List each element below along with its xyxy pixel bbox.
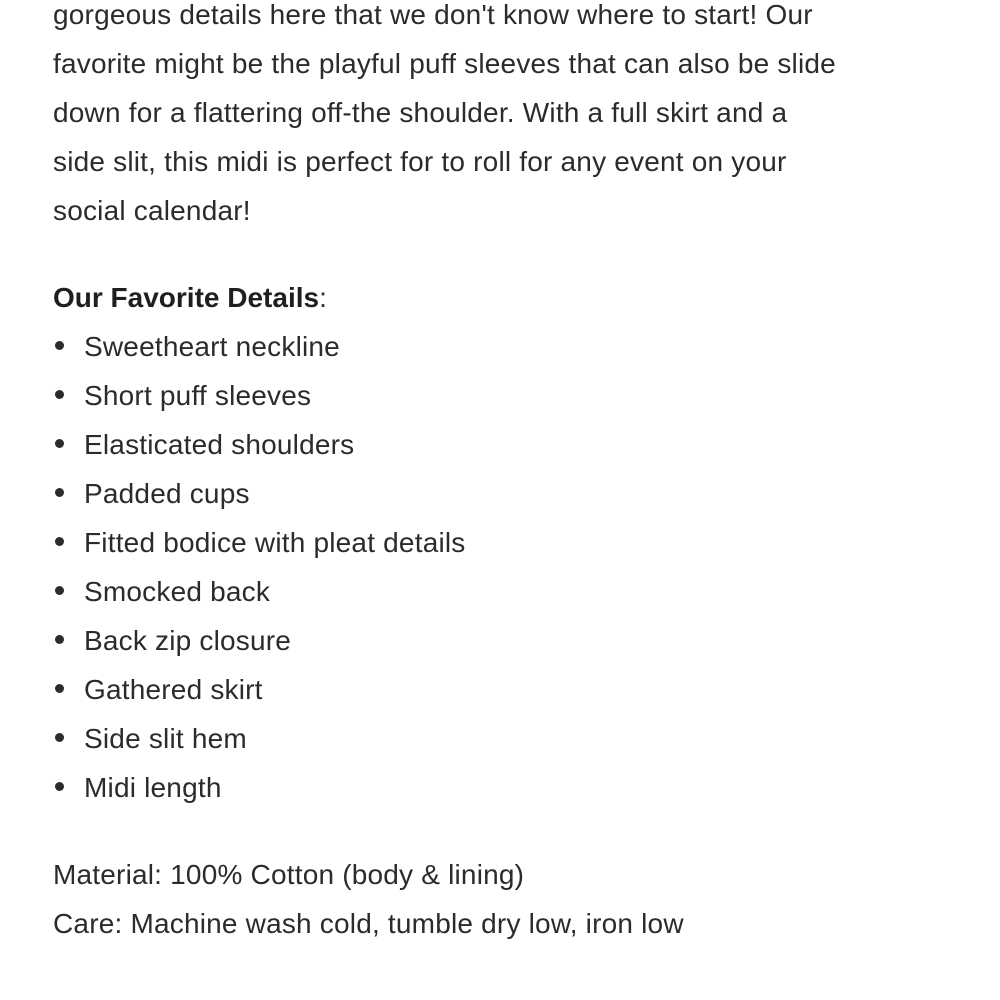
description-line: down for a flattering off-the shoulder. With a full skirt and a — [53, 97, 788, 128]
bullet-icon — [55, 537, 64, 546]
favorite-details-heading — [53, 273, 973, 322]
description-line: social calendar! — [53, 195, 251, 226]
bullet-icon — [55, 586, 64, 595]
bullet-icon — [55, 439, 64, 448]
list-item-text: Short puff sleeves — [84, 380, 312, 411]
list-item — [53, 420, 973, 469]
product-specs — [53, 850, 973, 948]
list-item-text: Fitted bodice with pleat details — [84, 527, 466, 558]
product-description — [53, 0, 973, 235]
list-item — [53, 518, 973, 567]
bullet-icon — [55, 635, 64, 644]
list-item — [53, 616, 973, 665]
favorite-details-heading-text: Our Favorite Details — [53, 282, 320, 313]
bullet-icon — [55, 488, 64, 497]
favorite-details-list — [53, 322, 973, 812]
list-item — [53, 567, 973, 616]
description-line: gorgeous details here that we don't know where to start! Our — [53, 0, 813, 30]
list-item — [53, 714, 973, 763]
bullet-icon — [55, 733, 64, 742]
material-info: Material: 100% Cotton (body & lining) — [53, 859, 525, 890]
care-info: Care: Machine wash cold, tumble dry low, iron low — [53, 908, 684, 939]
list-item-text: Sweetheart neckline — [84, 331, 340, 362]
description-line: side slit, this midi is perfect for to roll for any event on your — [53, 146, 787, 177]
list-item — [53, 322, 973, 371]
bullet-icon — [55, 684, 64, 693]
description-line: favorite might be the playful puff sleeves that can also be slide — [53, 48, 836, 79]
product-description-content — [53, 0, 973, 948]
list-item-text: Padded cups — [84, 478, 250, 509]
list-item — [53, 665, 973, 714]
bullet-icon — [55, 341, 64, 350]
list-item-text: Smocked back — [84, 576, 271, 607]
list-item — [53, 469, 973, 518]
list-item-text: Midi length — [84, 772, 222, 803]
list-item-text: Back zip closure — [84, 625, 292, 656]
favorite-details-heading-colon: : — [319, 282, 327, 313]
list-item-text: Gathered skirt — [84, 674, 263, 705]
list-item-text: Elasticated shoulders — [84, 429, 355, 460]
bullet-icon — [55, 390, 64, 399]
list-item — [53, 763, 973, 812]
list-item-text: Side slit hem — [84, 723, 247, 754]
list-item — [53, 371, 973, 420]
bullet-icon — [55, 782, 64, 791]
